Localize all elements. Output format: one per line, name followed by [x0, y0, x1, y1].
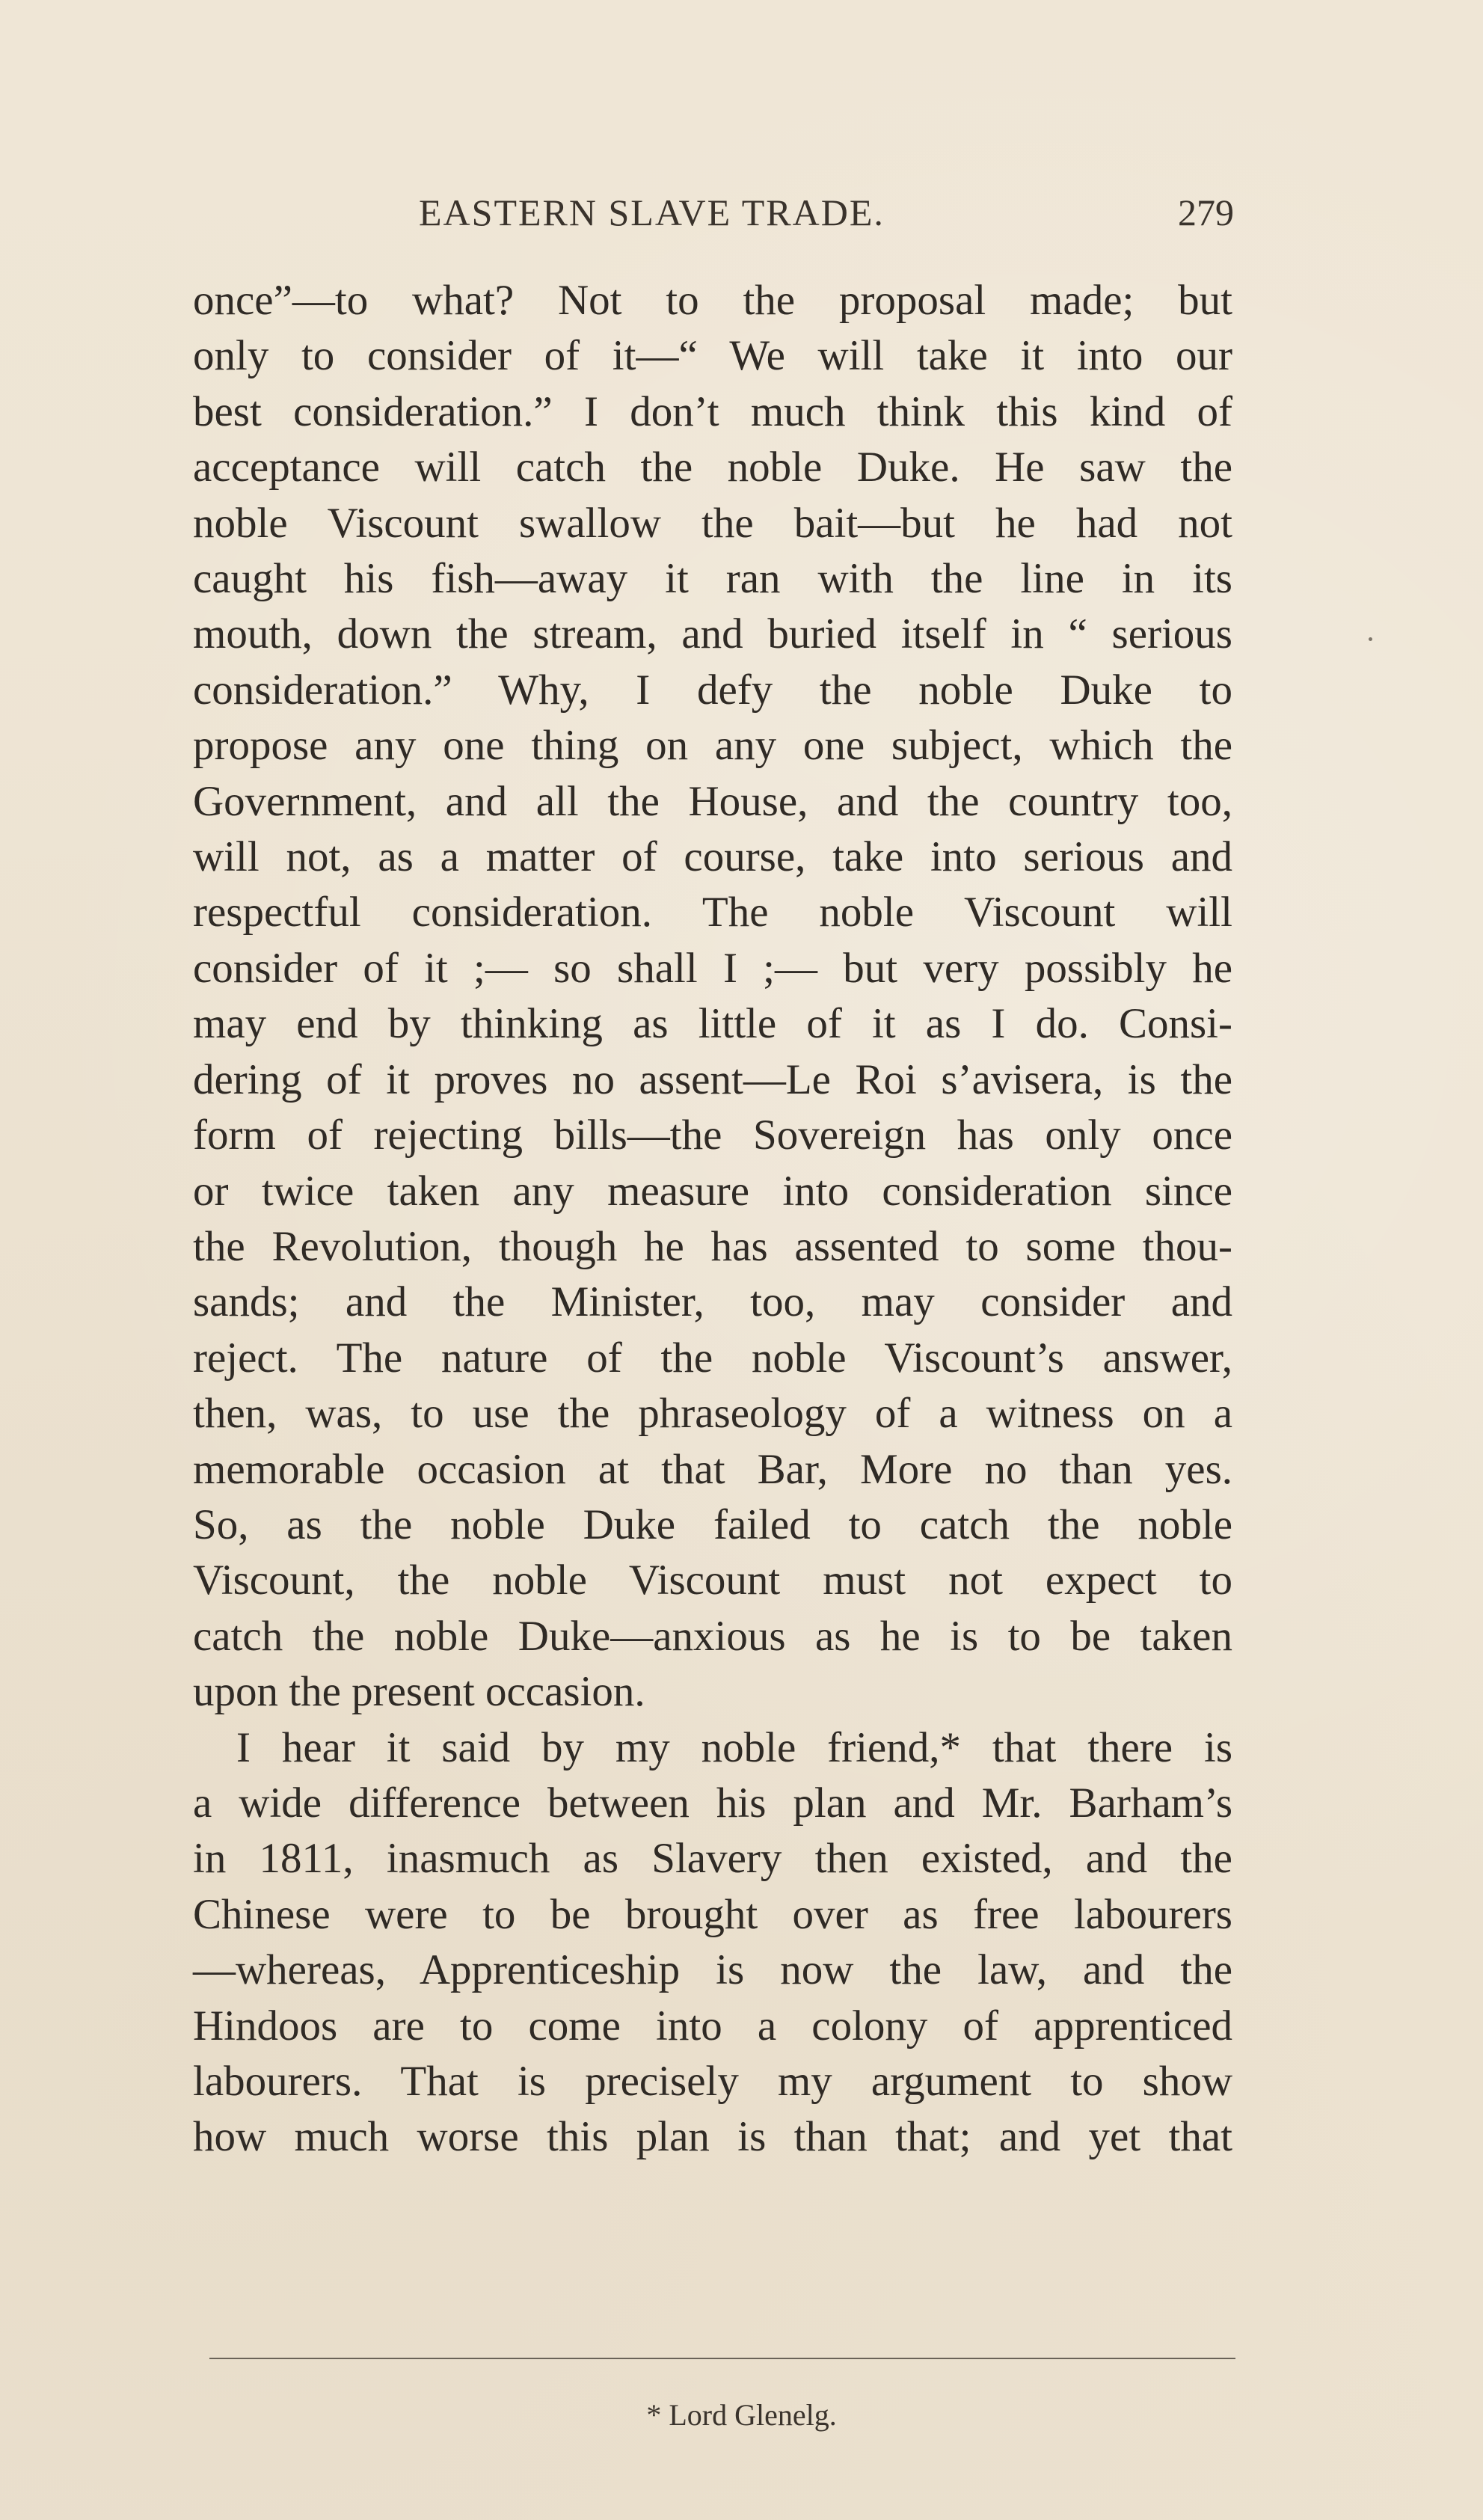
text-line: only to consider of it—“ We will take it into our	[193, 332, 1232, 380]
running-head: EASTERN SLAVE TRADE.	[419, 191, 885, 233]
body-text	[193, 273, 1232, 2165]
text-line: caught his fish—away it ran with the line in its	[193, 555, 1232, 603]
text-line: respectful consideration. The noble Viscount will	[193, 889, 1232, 936]
text-line: Chinese were to be brought over as free labourers	[193, 1890, 1232, 1938]
text-line: consideration.” Why, I defy the noble Duke to	[193, 666, 1232, 714]
text-line: the Revolution, though he has assented to some thou-	[193, 1222, 1232, 1270]
text-line: Hindoos are to come into a colony of apprenticed	[193, 2002, 1232, 2050]
text-line: acceptance will catch the noble Duke. He saw the	[193, 444, 1232, 491]
text-line: in 1811, inasmuch as Slavery then existed, and the	[193, 1835, 1232, 1883]
text-line: once”—to what? Not to the proposal made; but	[193, 277, 1232, 324]
text-line: upon the present occasion.	[193, 1668, 645, 1716]
text-line: form of rejecting bills—the Sovereign has only once	[193, 1112, 1232, 1159]
footnote: * Lord Glenelg.	[646, 2398, 837, 2432]
page-header	[209, 191, 1234, 243]
text-line: mouth, down the stream, and buried itself in “ serious	[193, 610, 1232, 658]
text-line: will not, as a matter of course, take into serious and	[193, 833, 1232, 881]
text-line: noble Viscount swallow the bait—but he had not	[193, 499, 1232, 547]
page-number: 279	[1178, 191, 1234, 233]
text-line: Government, and all the House, and the country too,	[193, 777, 1232, 825]
text-line: a wide difference between his plan and Mr. Barham’s	[193, 1779, 1232, 1827]
text-line: or twice taken any measure into consideration since	[193, 1167, 1232, 1215]
text-line: best consideration.” I don’t much think this kind of	[193, 387, 1232, 435]
text-line: reject. The nature of the noble Viscount’s answer,	[193, 1334, 1232, 1382]
text-line: consider of it ;— so shall I ;— but very possibly he	[193, 944, 1232, 992]
footnote-rule	[209, 2358, 1235, 2359]
text-line: —whereas, Apprenticeship is now the law, and the	[193, 1946, 1232, 1994]
text-line: propose any one thing on any one subject, which the	[193, 722, 1232, 770]
text-line: I hear it said by my noble friend,* that there is	[236, 1723, 1232, 1771]
text-line: catch the noble Duke—anxious as he is to be taken	[193, 1612, 1232, 1660]
text-line: may end by thinking as little of it as I do. Consi-	[193, 1000, 1232, 1048]
text-line: memorable occasion at that Bar, More no than yes.	[193, 1445, 1232, 1493]
text-line: how much worse this plan is than that; and yet that	[193, 2113, 1232, 2161]
text-line: dering of it proves no assent—Le Roi s’avisera, is the	[193, 1055, 1232, 1103]
text-line: sands; and the Minister, too, may consider and	[193, 1278, 1232, 1326]
text-line: then, was, to use the phraseology of a witness on a	[193, 1390, 1232, 1438]
text-line: Viscount, the noble Viscount must not expect to	[193, 1557, 1232, 1604]
text-line: So, as the noble Duke failed to catch the noble	[193, 1500, 1232, 1548]
text-line: labourers. That is precisely my argument to show	[193, 2058, 1232, 2105]
paper-speck	[1369, 637, 1372, 641]
